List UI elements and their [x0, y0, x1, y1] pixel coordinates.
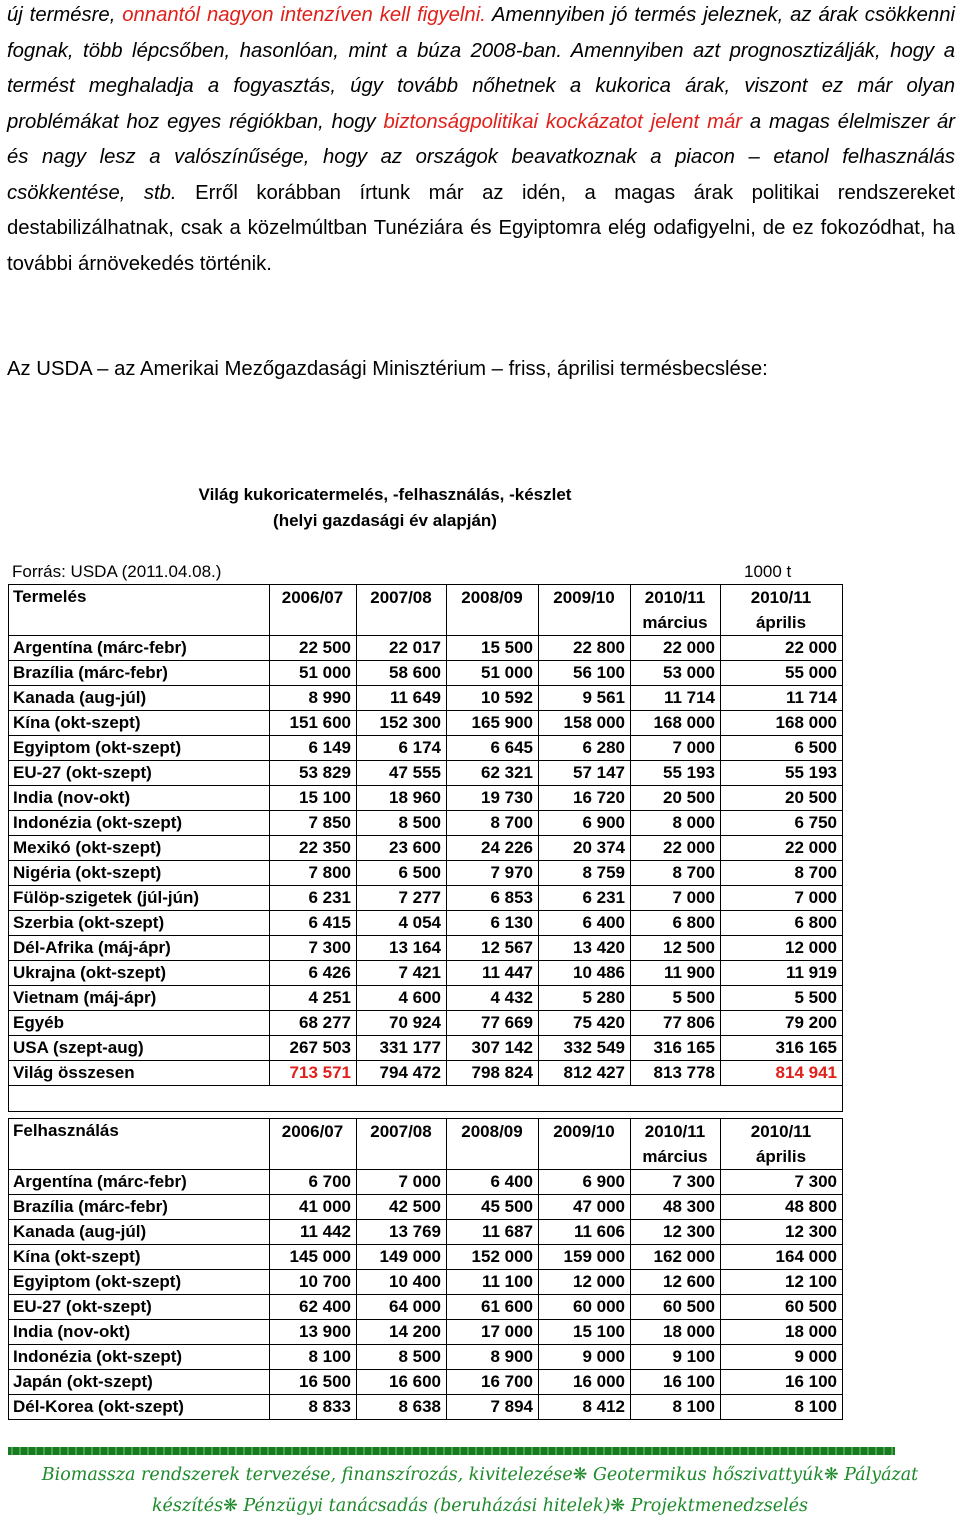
spacer-cell — [631, 1086, 721, 1112]
row-value: 149 000 — [357, 1245, 447, 1270]
row-value: 145 000 — [270, 1245, 357, 1270]
row-value: 15 500 — [447, 636, 539, 661]
footer-line1 — [0, 1460, 960, 1491]
row-value: 152 300 — [357, 711, 447, 736]
table-row — [9, 1345, 843, 1370]
row-value: 6 800 — [721, 911, 843, 936]
row-value: 18 960 — [357, 786, 447, 811]
row-label: Dél-Afrika (máj-ápr) — [9, 936, 270, 961]
spacer-cell — [721, 1086, 843, 1112]
row-value: 6 853 — [447, 886, 539, 911]
row-value: 6 415 — [270, 911, 357, 936]
row-value: 331 177 — [357, 1036, 447, 1061]
row-value: 8 833 — [270, 1395, 357, 1420]
row-value: 11 687 — [447, 1220, 539, 1245]
column-year: 2007/08 — [370, 588, 432, 607]
row-value: 14 200 — [357, 1320, 447, 1345]
row-label: Szerbia (okt-szept) — [9, 911, 270, 936]
column-header — [631, 1119, 721, 1170]
row-value: 316 165 — [631, 1036, 721, 1061]
section-title: Felhasználás — [9, 1119, 270, 1170]
row-value: 11 900 — [631, 961, 721, 986]
footer-text: Geotermikus hőszivattyúk — [587, 1465, 824, 1485]
row-value: 47 555 — [357, 761, 447, 786]
table-row — [9, 711, 843, 736]
footer-text: Pályázat — [838, 1465, 919, 1485]
row-label: EU-27 (okt-szept) — [9, 761, 270, 786]
row-value: 17 000 — [447, 1320, 539, 1345]
row-value: 6 750 — [721, 811, 843, 836]
intro-text-4: Erről korábban írtunk már az idén, a magas árak politikai rendszereket destabilizálhatnak, csak a közelmúltban Tunéziára és Egyiptomra elég odafigyelni, de ez fokozódhat, ha további árnövekedés történik. — [7, 181, 955, 275]
footer-text: Projektmenedzselés — [625, 1496, 809, 1516]
footer-divider — [8, 1447, 895, 1455]
column-header — [357, 585, 447, 636]
row-value: 51 000 — [270, 661, 357, 686]
table-row — [9, 1220, 843, 1245]
row-value: 70 924 — [357, 1011, 447, 1036]
row-label: Világ összesen — [9, 1061, 270, 1086]
row-value: 814 941 — [721, 1061, 843, 1086]
table-row — [9, 1295, 843, 1320]
row-value: 48 300 — [631, 1195, 721, 1220]
row-value: 12 000 — [721, 936, 843, 961]
row-label: Egyéb — [9, 1011, 270, 1036]
row-value: 6 900 — [539, 811, 631, 836]
row-value: 13 900 — [270, 1320, 357, 1345]
table-title-line1: Világ kukoricatermelés, -felhasználás, -készlet — [198, 485, 572, 504]
row-value: 60 500 — [631, 1295, 721, 1320]
row-value: 6 400 — [447, 1170, 539, 1195]
row-value: 7 277 — [357, 886, 447, 911]
row-value: 13 769 — [357, 1220, 447, 1245]
row-label: Nigéria (okt-szept) — [9, 861, 270, 886]
column-sub: március — [642, 613, 708, 632]
intro-text-1: új termésre, — [7, 4, 123, 26]
row-value: 13 164 — [357, 936, 447, 961]
column-year: 2010/11 — [750, 588, 812, 607]
row-value: 16 100 — [721, 1370, 843, 1395]
row-value: 22 500 — [270, 636, 357, 661]
row-value: 11 714 — [631, 686, 721, 711]
column-sub: március — [642, 1147, 708, 1166]
row-value: 4 600 — [357, 986, 447, 1011]
column-header — [721, 585, 843, 636]
row-value: 5 500 — [631, 986, 721, 1011]
row-value: 7 421 — [357, 961, 447, 986]
spacer-row — [9, 1086, 843, 1112]
row-value: 11 447 — [447, 961, 539, 986]
row-value: 11 606 — [539, 1220, 631, 1245]
row-label: Kanada (aug-júl) — [9, 686, 270, 711]
row-value: 8 990 — [270, 686, 357, 711]
table-row — [9, 811, 843, 836]
row-value: 11 100 — [447, 1270, 539, 1295]
row-value: 9 561 — [539, 686, 631, 711]
row-value: 8 638 — [357, 1395, 447, 1420]
row-value: 8 700 — [721, 861, 843, 886]
row-value: 48 800 — [721, 1195, 843, 1220]
row-value: 22 000 — [631, 836, 721, 861]
row-value: 168 000 — [631, 711, 721, 736]
row-value: 22 017 — [357, 636, 447, 661]
row-value: 7 000 — [631, 736, 721, 761]
consumption-table — [8, 1118, 843, 1420]
row-label: India (nov-okt) — [9, 786, 270, 811]
row-value: 22 800 — [539, 636, 631, 661]
spacer-cell — [539, 1086, 631, 1112]
row-value: 6 700 — [270, 1170, 357, 1195]
row-label: Brazília (márc-febr) — [9, 661, 270, 686]
table-row — [9, 661, 843, 686]
row-value: 20 374 — [539, 836, 631, 861]
row-label: India (nov-okt) — [9, 1320, 270, 1345]
row-value: 60 500 — [721, 1295, 843, 1320]
row-value: 6 645 — [447, 736, 539, 761]
column-year: 2010/11 — [644, 588, 706, 607]
section-title: Termelés — [9, 585, 270, 636]
row-value: 812 427 — [539, 1061, 631, 1086]
intro-highlight-1: onnantól nagyon intenzíven kell figyelni. — [122, 4, 486, 26]
row-value: 332 549 — [539, 1036, 631, 1061]
spacer-cell — [9, 1086, 270, 1112]
row-value: 9 000 — [721, 1345, 843, 1370]
unit-label: 1000 t — [744, 562, 792, 581]
table-row — [9, 936, 843, 961]
row-value: 55 193 — [721, 761, 843, 786]
row-value: 6 900 — [539, 1170, 631, 1195]
table-row — [9, 911, 843, 936]
row-label: Argentína (márc-febr) — [9, 1170, 270, 1195]
row-label: Indonézia (okt-szept) — [9, 811, 270, 836]
row-value: 6 130 — [447, 911, 539, 936]
row-value: 8 900 — [447, 1345, 539, 1370]
row-value: 57 147 — [539, 761, 631, 786]
row-value: 165 900 — [447, 711, 539, 736]
footer-text: készítés — [151, 1496, 224, 1516]
row-value: 55 193 — [631, 761, 721, 786]
row-label: Ukrajna (okt-szept) — [9, 961, 270, 986]
row-value: 7 300 — [631, 1170, 721, 1195]
row-value: 7 800 — [270, 861, 357, 886]
row-value: 7 000 — [357, 1170, 447, 1195]
row-value: 55 000 — [721, 661, 843, 686]
row-value: 77 669 — [447, 1011, 539, 1036]
footer-text: Pénzügyi tanácsadás (beruházási hitelek) — [237, 1496, 611, 1516]
row-value: 794 472 — [357, 1061, 447, 1086]
row-label: Brazília (márc-febr) — [9, 1195, 270, 1220]
row-label: Kína (okt-szept) — [9, 711, 270, 736]
table-title-line2: (helyi gazdasági év alapján) — [273, 511, 497, 530]
column-year: 2006/07 — [281, 588, 344, 607]
production-table — [8, 584, 843, 1112]
row-value: 15 100 — [539, 1320, 631, 1345]
row-value: 12 100 — [721, 1270, 843, 1295]
row-label: Fülöp-szigetek (júl-jún) — [9, 886, 270, 911]
footer-line2 — [0, 1491, 960, 1522]
flower-icon: ❋ — [823, 1465, 839, 1485]
column-header — [447, 585, 539, 636]
row-value: 12 300 — [631, 1220, 721, 1245]
row-value: 11 714 — [721, 686, 843, 711]
row-value: 8 000 — [631, 811, 721, 836]
row-value: 16 700 — [447, 1370, 539, 1395]
table-row — [9, 736, 843, 761]
row-label: Argentína (márc-febr) — [9, 636, 270, 661]
table-row — [9, 786, 843, 811]
row-value: 15 100 — [270, 786, 357, 811]
row-value: 6 500 — [721, 736, 843, 761]
row-value: 5 500 — [721, 986, 843, 1011]
row-value: 24 226 — [447, 836, 539, 861]
row-value: 10 486 — [539, 961, 631, 986]
row-value: 42 500 — [357, 1195, 447, 1220]
row-value: 53 000 — [631, 661, 721, 686]
row-value: 6 149 — [270, 736, 357, 761]
row-value: 12 300 — [721, 1220, 843, 1245]
table-row — [9, 761, 843, 786]
row-label: Dél-Korea (okt-szept) — [9, 1395, 270, 1420]
row-value: 60 000 — [539, 1295, 631, 1320]
intro-paragraph — [7, 0, 955, 282]
table-row — [9, 1170, 843, 1195]
row-value: 61 600 — [447, 1295, 539, 1320]
column-header — [721, 1119, 843, 1170]
row-value: 798 824 — [447, 1061, 539, 1086]
column-header — [539, 585, 631, 636]
row-value: 8 759 — [539, 861, 631, 886]
row-value: 64 000 — [357, 1295, 447, 1320]
table-row — [9, 836, 843, 861]
column-header — [357, 1119, 447, 1170]
row-value: 4 054 — [357, 911, 447, 936]
row-value: 16 500 — [270, 1370, 357, 1395]
row-value: 164 000 — [721, 1245, 843, 1270]
row-value: 8 100 — [721, 1395, 843, 1420]
row-label: Japán (okt-szept) — [9, 1370, 270, 1395]
row-value: 316 165 — [721, 1036, 843, 1061]
table-row — [9, 861, 843, 886]
column-year: 2008/09 — [461, 1122, 523, 1141]
row-value: 12 500 — [631, 936, 721, 961]
table-row — [9, 636, 843, 661]
row-value: 8 700 — [447, 811, 539, 836]
row-value: 22 000 — [631, 636, 721, 661]
column-header — [539, 1119, 631, 1170]
row-value: 12 000 — [539, 1270, 631, 1295]
row-value: 13 420 — [539, 936, 631, 961]
spacer-cell — [447, 1086, 539, 1112]
row-value: 11 442 — [270, 1220, 357, 1245]
row-value: 16 000 — [539, 1370, 631, 1395]
row-value: 7 894 — [447, 1395, 539, 1420]
column-year: 2008/09 — [461, 588, 523, 607]
row-value: 267 503 — [270, 1036, 357, 1061]
row-label: USA (szept-aug) — [9, 1036, 270, 1061]
table-row — [9, 1395, 843, 1420]
flower-icon: ❋ — [572, 1465, 588, 1485]
row-value: 16 100 — [631, 1370, 721, 1395]
column-year: 2009/10 — [553, 588, 615, 607]
table-title — [0, 482, 770, 534]
row-label: Egyiptom (okt-szept) — [9, 1270, 270, 1295]
row-value: 18 000 — [721, 1320, 843, 1345]
row-value: 22 000 — [721, 836, 843, 861]
column-year: 2010/11 — [750, 1122, 812, 1141]
row-value: 158 000 — [539, 711, 631, 736]
source-label: Forrás: USDA (2011.04.08.) — [12, 562, 222, 581]
row-value: 56 100 — [539, 661, 631, 686]
row-value: 6 231 — [270, 886, 357, 911]
column-sub: április — [755, 613, 807, 632]
row-value: 51 000 — [447, 661, 539, 686]
row-value: 41 000 — [270, 1195, 357, 1220]
row-value: 7 000 — [721, 886, 843, 911]
footer — [0, 1460, 960, 1522]
row-value: 58 600 — [357, 661, 447, 686]
row-value: 18 000 — [631, 1320, 721, 1345]
row-label: Mexikó (okt-szept) — [9, 836, 270, 861]
row-value: 6 231 — [539, 886, 631, 911]
row-value: 10 400 — [357, 1270, 447, 1295]
table-row — [9, 1270, 843, 1295]
flower-icon: ❋ — [610, 1496, 626, 1516]
row-value: 10 592 — [447, 686, 539, 711]
row-value: 9 000 — [539, 1345, 631, 1370]
row-value: 168 000 — [721, 711, 843, 736]
table-row — [9, 1245, 843, 1270]
row-value: 7 300 — [721, 1170, 843, 1195]
row-value: 7 970 — [447, 861, 539, 886]
row-value: 6 400 — [539, 911, 631, 936]
table-header-row — [9, 1119, 843, 1170]
row-value: 23 600 — [357, 836, 447, 861]
row-value: 62 321 — [447, 761, 539, 786]
spacer-cell — [357, 1086, 447, 1112]
column-header — [447, 1119, 539, 1170]
row-value: 9 100 — [631, 1345, 721, 1370]
row-value: 8 412 — [539, 1395, 631, 1420]
row-label: Indonézia (okt-szept) — [9, 1345, 270, 1370]
column-header — [270, 585, 357, 636]
column-sub: április — [755, 1147, 807, 1166]
column-year: 2010/11 — [644, 1122, 706, 1141]
table-row — [9, 1011, 843, 1036]
row-value: 62 400 — [270, 1295, 357, 1320]
row-label: EU-27 (okt-szept) — [9, 1295, 270, 1320]
row-value: 6 500 — [357, 861, 447, 886]
row-value: 5 280 — [539, 986, 631, 1011]
row-value: 7 000 — [631, 886, 721, 911]
row-value: 713 571 — [270, 1061, 357, 1086]
row-value: 16 720 — [539, 786, 631, 811]
usda-line: Az USDA – az Amerikai Mezőgazdasági Minisztérium – friss, áprilisi termésbecslése: — [7, 358, 768, 380]
table-row — [9, 686, 843, 711]
row-value: 8 500 — [357, 1345, 447, 1370]
row-label: Kína (okt-szept) — [9, 1245, 270, 1270]
row-value: 22 350 — [270, 836, 357, 861]
row-value: 53 829 — [270, 761, 357, 786]
table-row — [9, 1061, 843, 1086]
intro-text-2: Amennyiben jó termés jeleznek, az árak csökkenni fognak, több lépcsőben, hasonlóan, mint a búza 2008-ban. Amennyiben azt prognosztizálják, hogy a termést meghaladja a fogyasztás, úgy tovább nőhetnek a kukorica árak, viszont ez már olyan problémákat hoz egyes régiókban, hogy — [7, 4, 955, 133]
row-value: 4 432 — [447, 986, 539, 1011]
row-value: 152 000 — [447, 1245, 539, 1270]
row-value: 307 142 — [447, 1036, 539, 1061]
table-row — [9, 1370, 843, 1395]
intro-highlight-2: biztonságpolitikai kockázatot jelent már — [383, 110, 742, 133]
row-value: 6 426 — [270, 961, 357, 986]
row-value: 20 500 — [631, 786, 721, 811]
row-label: Vietnam (máj-ápr) — [9, 986, 270, 1011]
table-row — [9, 961, 843, 986]
row-value: 8 100 — [270, 1345, 357, 1370]
row-value: 151 600 — [270, 711, 357, 736]
column-year: 2006/07 — [281, 1122, 344, 1141]
table-header-row — [9, 585, 843, 636]
row-value: 162 000 — [631, 1245, 721, 1270]
spacer-cell — [270, 1086, 357, 1112]
row-value: 22 000 — [721, 636, 843, 661]
table-row — [9, 986, 843, 1011]
column-year: 2007/08 — [370, 1122, 432, 1141]
row-value: 6 800 — [631, 911, 721, 936]
flower-icon: ❋ — [223, 1496, 238, 1516]
column-header — [270, 1119, 357, 1170]
table-row — [9, 1320, 843, 1345]
row-value: 45 500 — [447, 1195, 539, 1220]
row-value: 68 277 — [270, 1011, 357, 1036]
row-label: Kanada (aug-júl) — [9, 1220, 270, 1245]
footer-text: Biomassza rendszerek tervezése, finanszírozás, kivitelezése — [41, 1465, 573, 1485]
column-year: 2009/10 — [553, 1122, 615, 1141]
row-value: 75 420 — [539, 1011, 631, 1036]
row-value: 16 600 — [357, 1370, 447, 1395]
column-header — [631, 585, 721, 636]
row-value: 7 300 — [270, 936, 357, 961]
row-value: 11 649 — [357, 686, 447, 711]
row-value: 77 806 — [631, 1011, 721, 1036]
row-value: 4 251 — [270, 986, 357, 1011]
row-value: 19 730 — [447, 786, 539, 811]
row-value: 8 700 — [631, 861, 721, 886]
row-value: 6 174 — [357, 736, 447, 761]
row-value: 7 850 — [270, 811, 357, 836]
row-value: 79 200 — [721, 1011, 843, 1036]
row-value: 12 600 — [631, 1270, 721, 1295]
row-value: 10 700 — [270, 1270, 357, 1295]
row-value: 12 567 — [447, 936, 539, 961]
table-row — [9, 1195, 843, 1220]
intro-text-3: a magas élelmiszer ár és nagy lesz a valószínűsége, hogy az országok beavatkoznak a piacon – etanol felhasználás csökkentése, stb. — [7, 110, 955, 204]
table-row — [9, 1036, 843, 1061]
row-value: 159 000 — [539, 1245, 631, 1270]
row-value: 8 500 — [357, 811, 447, 836]
row-value: 8 100 — [631, 1395, 721, 1420]
table-row — [9, 886, 843, 911]
row-value: 813 778 — [631, 1061, 721, 1086]
row-label: Egyiptom (okt-szept) — [9, 736, 270, 761]
row-value: 47 000 — [539, 1195, 631, 1220]
row-value: 6 280 — [539, 736, 631, 761]
row-value: 11 919 — [721, 961, 843, 986]
row-value: 20 500 — [721, 786, 843, 811]
